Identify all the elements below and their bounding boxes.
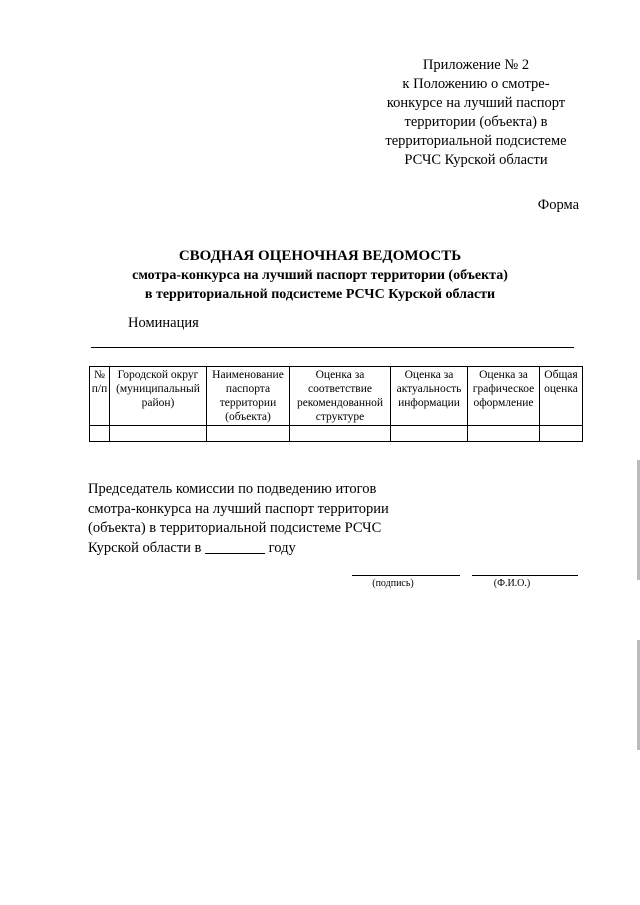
footer-line: (объекта) в территориальной подсистеме РСЧС bbox=[88, 520, 382, 536]
title-line-3: в территориальной подсистеме РСЧС Курской области bbox=[144, 287, 496, 302]
nomination-label: Номинация bbox=[128, 315, 199, 331]
header-cell-relevance-score: Оценка за актуальность информации bbox=[391, 367, 468, 426]
footer-line: Председатель комиссии по подведению итогов bbox=[88, 481, 377, 497]
year-blank-field[interactable] bbox=[205, 553, 265, 554]
footer-line-year bbox=[88, 539, 418, 559]
appendix-line: Приложение № 2 bbox=[422, 57, 530, 73]
signature-label: (подпись) bbox=[372, 578, 414, 589]
name-line[interactable] bbox=[472, 575, 578, 576]
header-cell-structure-score: Оценка за соответствие рекомендованной структуре bbox=[290, 367, 391, 426]
header-cell-passport-name: Наименование паспорта территории (объекта) bbox=[207, 367, 290, 426]
table-cell[interactable] bbox=[391, 426, 468, 442]
header-cell-total-score: Общая оценка bbox=[540, 367, 583, 426]
assessment-table bbox=[89, 366, 583, 442]
nomination-field-line bbox=[91, 347, 574, 348]
name-label: (Ф.И.О.) bbox=[493, 578, 531, 589]
footer-line: смотра-конкурса на лучший паспорт территории bbox=[88, 500, 389, 517]
appendix-note bbox=[360, 56, 592, 170]
table-cell[interactable] bbox=[540, 426, 583, 442]
title-line-2: смотра-конкурса на лучший паспорт территории (объекта) bbox=[132, 268, 508, 283]
table-header-row bbox=[90, 367, 583, 426]
footer-year-suffix: году bbox=[268, 539, 296, 556]
footer-year-prefix: Курской области в bbox=[88, 539, 202, 556]
table-cell[interactable] bbox=[468, 426, 540, 442]
header-cell-design-score: Оценка за графическое оформление bbox=[468, 367, 540, 426]
appendix-line: конкурсе на лучший паспорт bbox=[386, 95, 566, 111]
appendix-line: территориальной подсистеме bbox=[385, 133, 567, 149]
table-row bbox=[90, 426, 583, 442]
header-cell-number: № п/п bbox=[90, 367, 110, 426]
appendix-line: территории (объекта) в bbox=[404, 114, 548, 130]
chairman-statement bbox=[88, 480, 418, 558]
title-line-1: СВОДНАЯ ОЦЕНОЧНАЯ ВЕДОМОСТЬ bbox=[178, 248, 462, 264]
table-cell[interactable] bbox=[207, 426, 290, 442]
header-cell-district: Городской округ (муниципальный район) bbox=[110, 367, 207, 426]
table-cell[interactable] bbox=[290, 426, 391, 442]
table-cell[interactable] bbox=[90, 426, 110, 442]
forma-label: Форма bbox=[537, 197, 579, 213]
appendix-line: к Положению о смотре- bbox=[402, 76, 550, 92]
document-title bbox=[0, 247, 640, 304]
appendix-line: РСЧС Курской области bbox=[404, 152, 548, 168]
signature-line[interactable] bbox=[352, 575, 460, 576]
table-cell[interactable] bbox=[110, 426, 207, 442]
